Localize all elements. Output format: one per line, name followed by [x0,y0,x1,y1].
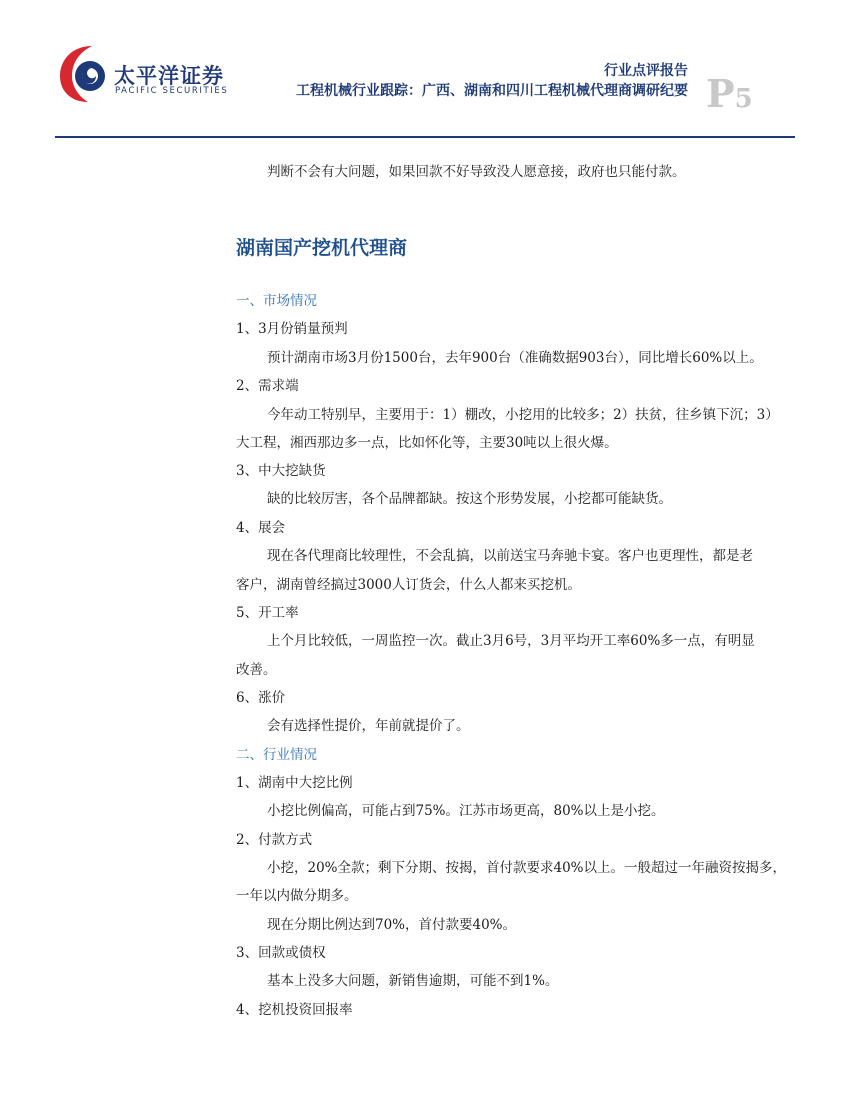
item1-text: 预计湖南市场3月份1500台，去年900台（准确数据903台），同比增长60%以上。 [267,350,763,366]
item1-title: 1、3月份销量预判 [236,321,348,337]
continuation-paragraph: 判断不会有大问题，如果回款不好导致没人愿意接，政府也只能付款。 [267,164,686,180]
part2-item3-title: 3、回款或债权 [236,945,326,961]
part2-item1-text: 小挖比例偏高，可能占到75%。江苏市场更高，80%以上是小挖。 [267,803,665,819]
item6-text: 会有选择性提价，年前就提价了。 [267,718,470,734]
part2-item2-text-line1: 小挖，20%全款；剩下分期、按揭，首付款要求40%以上。一般超过一年融资按揭多， [267,860,787,876]
item3-text: 缺的比较厉害，各个品牌都缺。按这个形势发展，小挖都可能缺货。 [267,491,672,507]
part2-item2-title: 2、付款方式 [236,832,313,848]
section-title: 湖南国产挖机代理商 [236,237,408,259]
page-number [706,71,753,116]
report-title: 工程机械行业跟踪：广西、湖南和四川工程机械代理商调研纪要 [296,83,688,99]
part2-heading: 二、行业情况 [236,747,317,763]
report-type: 行业点评报告 [604,63,688,79]
item6-title: 6、涨价 [236,690,286,706]
item3-title: 3、中大挖缺货 [236,463,326,479]
item5-text-line2: 改善。 [236,662,277,678]
item2-title: 2、需求端 [236,378,299,394]
header-divider [55,136,795,138]
item4-text-line1: 现在各代理商比较理性，不会乱搞，以前送宝马奔驰卡宴。客户也更理性，都是老 [267,548,753,564]
company-logo [58,40,228,108]
item4-title: 4、展会 [236,520,286,536]
part1-heading: 一、市场情况 [236,293,317,309]
logo-emblem-icon [58,42,110,104]
item2-text-line2: 大工程，湘西那边多一点，比如怀化等，主要30吨以上很火爆。 [236,435,618,451]
page-prefix: P [706,71,735,116]
item5-title: 5、开工率 [236,605,299,621]
item5-text-line1: 上个月比较低，一周监控一次。截止3月6号，3月平均开工率60%多一点，有明显 [267,633,755,649]
part2-item3-text: 基本上没多大问题，新销售逾期，可能不到1%。 [267,973,559,989]
part2-item1-title: 1、湖南中大挖比例 [236,775,353,791]
part2-item2-text-line2: 一年以内做分期多。 [236,888,358,904]
item2-text-line1: 今年动工特别早，主要用于：1）棚改，小挖用的比较多；2）扶贫，往乡镇下沉；3） [267,407,779,423]
logo-chinese-name: 太平洋证券 [114,64,224,88]
page-header [0,0,850,140]
page-number-value: 5 [734,84,753,114]
part2-item4-title: 4、挖机投资回报率 [236,1002,353,1018]
item4-text-line2: 客户，湖南曾经搞过3000人订货会，什么人都来买挖机。 [236,577,581,593]
logo-english-name: PACIFIC SECURITIES [115,86,229,96]
part2-item2-text-line3: 现在分期比例达到70%，首付款要40%。 [267,917,517,933]
